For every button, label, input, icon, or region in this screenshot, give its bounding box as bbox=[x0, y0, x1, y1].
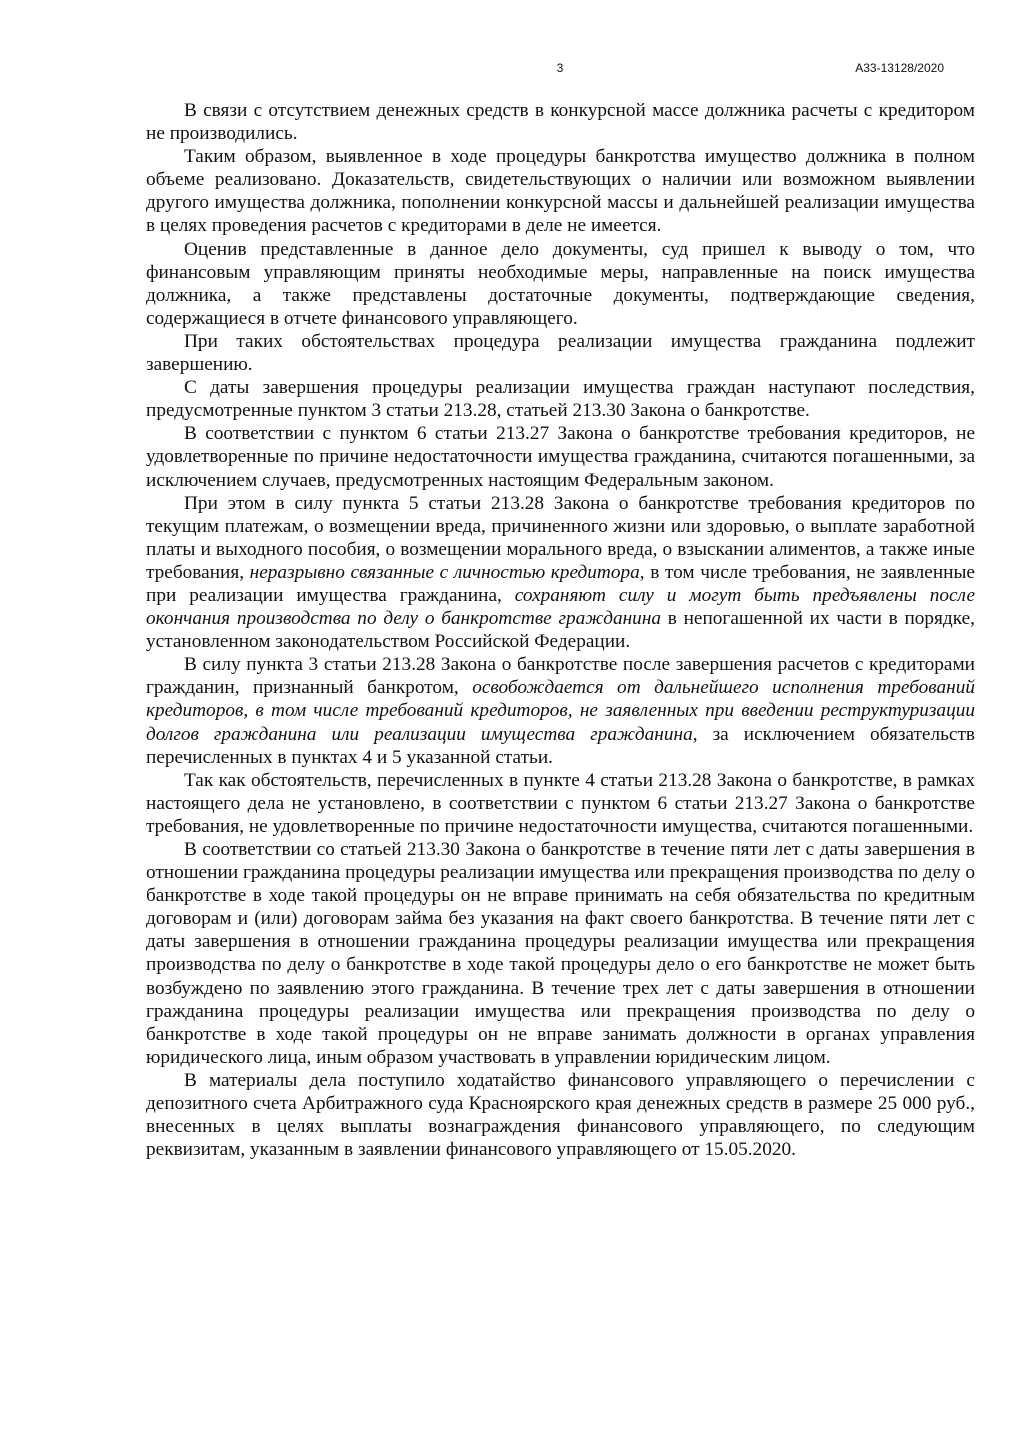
text-segment: , за исключением обязательств перечисленных в пунктах 4 и 5 указанной статьи. bbox=[146, 723, 975, 768]
page-number: 3 bbox=[556, 61, 564, 75]
text-segment: При таких обстоятельствах процедура реализации имущества гражданина подлежит завершению. bbox=[146, 330, 975, 376]
paragraph bbox=[146, 653, 975, 768]
text-segment: При этом в силу пункта 5 статьи 213.28 Закона о банкротстве требования кредиторов по текущим платежам, о возмещении вреда, причиненного жизни или здоровью, о выплате заработной платы и выходного пособия, о возмещении морального вреда, о взыскании алиментов, а также иные требования, bbox=[146, 492, 975, 583]
italic-text-segment: неразрывно связанные с личностью кредитора bbox=[249, 561, 640, 583]
text-segment: в непогашенной их части в порядке, установленном законодательством Российской Федерации. bbox=[146, 608, 976, 653]
text-segment: Оценив представленные в данное дело документы, суд пришел к выводу о том, что финансовым управляющим приняты необходимые меры, направленные на поиск имущества должника, а также представлены достаточные документы, подтверждающие сведения, содержащиеся в отчете финансового управляющего. bbox=[146, 238, 975, 329]
text-segment: Таким образом, выявленное в ходе процедуры банкротства имущество должника в полном объеме реализовано. Доказательств, свидетельствующих о наличии или возможном выявлении другого имущества должника, пополнении конкурсной массы и дальнейшей реализации имущества в целях проведения расчетов с кредиторами в деле не имеется. bbox=[146, 146, 975, 237]
text-segment: С даты завершения процедуры реализации имущества граждан наступают последствия, предусмотренные пунктом 3 статьи 213.28, статьей 213.30 Закона о банкротстве. bbox=[146, 377, 975, 422]
paragraph bbox=[146, 145, 975, 237]
text-segment: В связи с отсутствием денежных средств в конкурсной массе должника расчеты с кредитором не производились. bbox=[146, 100, 975, 145]
text-segment: В силу пункта 3 статьи 213.28 Закона о банкротстве после завершения расчетов с кредиторами гражданин, признанный банкротом, bbox=[146, 654, 975, 699]
text-segment: , в том числе требования, не заявленные при реализации имущества гражданина, bbox=[146, 561, 975, 606]
text-segment: В соответствии со статьей 213.30 Закона о банкротстве в течение пяти лет с даты завершения в отношении гражданина процедуры реализации имущества или прекращения производства по делу о банкротстве в ходе такой процедуры он не вправе принимать на себя обязательства по кредитным договорам и (или) договорам займа без указания на факт своего банкротства. В течение пяти лет с даты завершения в отношении гражданина процедуры реализации имущества или прекращения производства по делу о банкротстве в ходе такой процедуры дело о его банкротстве не может быть возбуждено по заявлению этого гражданина. В течение трех лет с даты завершения в отношении гражданина процедуры реализации имущества или прекращения производства по делу о банкротстве в ходе такой процедуры он не вправе занимать должности в органах управления юридического лица, иным образом участвовать в управлении юридическим лицом. bbox=[146, 839, 975, 1068]
paragraph bbox=[146, 376, 975, 422]
paragraph bbox=[146, 330, 975, 376]
document-body bbox=[146, 99, 975, 1161]
text-segment: В соответствии с пунктом 6 статьи 213.27 Закона о банкротстве требования кредиторов, не удовлетворенные по причине недостаточности имущества гражданина, считаются погашенными, за исключением случаев, предусмотренных настоящим Федеральным законом. bbox=[146, 423, 975, 491]
case-number: А33-13128/2020 bbox=[855, 61, 944, 75]
text-segment: Так как обстоятельств, перечисленных в пункте 4 статьи 213.28 Закона о банкротстве, в рамках настоящего дела не установлено, в соответствии с пунктом 6 статьи 213.27 Закона о банкротстве требования, не удовлетворенные по причине недостаточности имущества, считаются погашенными. bbox=[146, 769, 975, 837]
paragraph bbox=[146, 422, 975, 491]
paragraph bbox=[146, 838, 975, 1069]
paragraph bbox=[146, 492, 975, 654]
italic-text-segment: освобождается от дальнейшего исполнения требований кредиторов, в том числе требований кредиторов, не заявленных при введении реструктуризации долгов гражданина или реализации имущества гражданина bbox=[146, 677, 976, 745]
paragraph bbox=[146, 1069, 975, 1161]
paragraph bbox=[146, 769, 975, 838]
paragraph bbox=[146, 238, 975, 330]
text-segment: В материалы дела поступило ходатайство финансового управляющего о перечислении с депозитного счета Арбитражного суда Красноярского края денежных средств в размере 25 000 руб., внесенных в целях выплаты вознаграждения финансового управляющего, по следующим реквизитам, указанным в заявлении финансового управляющего от 15.05.2020. bbox=[146, 1069, 975, 1161]
italic-text-segment: сохраняют силу и могут быть предъявлены после окончания производства по делу о банкротстве гражданина bbox=[146, 584, 976, 630]
paragraph bbox=[146, 99, 975, 145]
